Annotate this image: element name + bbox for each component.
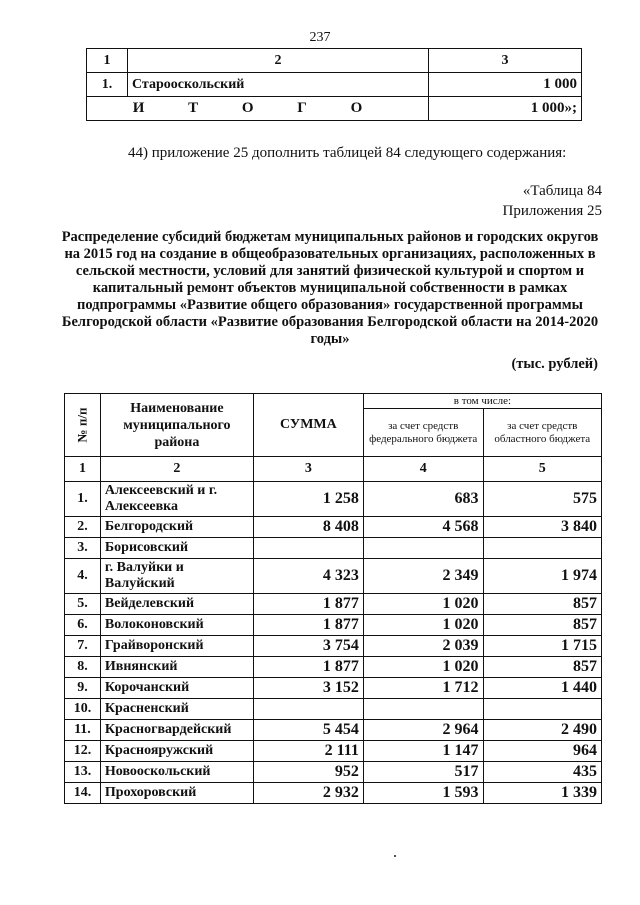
row-number: 14. [65,783,101,804]
row-district-name: Вейделевский [100,594,253,615]
row-regional: 435 [483,762,601,783]
row-number: 13. [65,762,101,783]
row-regional: 1 974 [483,559,601,594]
row-number: 5. [65,594,101,615]
row-sum: 1 877 [253,615,363,636]
subsidy-table [64,393,602,804]
row-sum: 3 754 [253,636,363,657]
row-number: 1. [65,482,101,517]
header-num [65,394,101,457]
table-reference [503,181,603,221]
table-row [65,636,602,657]
row-regional: 2 490 [483,720,601,741]
row-number: 7. [65,636,101,657]
row-regional: 3 840 [483,517,601,538]
row-federal: 683 [363,482,483,517]
row-federal [363,538,483,559]
document-title: Распределение субсидий бюджетам муниципальных районов и городских округов на 2015 год на создание в общеобразовательных организациях, расположенных в сельской местности, условий для занятий физической культурой и спортом и капитальный ремонт объектов муниципальной собственности в рамках подпрограммы «Развитие общего образования» государственной программы Белгородской области «Развитие образования Белгородской области на 2014-2020 годы» [61,229,599,347]
row-sum: 3 152 [253,678,363,699]
scan-speck [394,855,396,857]
row-sum: 5 454 [253,720,363,741]
row-regional: 575 [483,482,601,517]
row-number: 2. [65,517,101,538]
row-number: 6. [65,615,101,636]
row-federal: 1 593 [363,783,483,804]
table-row [65,538,602,559]
row-federal: 1 147 [363,741,483,762]
row-regional: 857 [483,615,601,636]
table-row [65,517,602,538]
row-number: 10. [65,699,101,720]
top-header-col2: 2 [128,49,429,73]
index-col2: 2 [100,457,253,482]
row-sum [253,538,363,559]
row-federal: 2 039 [363,636,483,657]
top-row-num: 1. [87,73,128,97]
amendment-paragraph: 44) приложение 25 дополнить таблицей 84 следующего содержания: [128,145,567,161]
header-federal: за счет средств федерального бюджета [363,409,483,457]
index-row [65,457,602,482]
row-sum: 8 408 [253,517,363,538]
header-sum: СУММА [253,394,363,457]
row-regional: 1 715 [483,636,601,657]
table-row [65,594,602,615]
page-number: 237 [309,30,331,45]
row-sum: 1 877 [253,594,363,615]
row-federal: 2 349 [363,559,483,594]
row-district-name: Новооскольский [100,762,253,783]
row-district-name: Краснояружский [100,741,253,762]
table-ref-line1: «Таблица 84 [522,183,602,199]
row-federal: 2 964 [363,720,483,741]
row-sum: 1 258 [253,482,363,517]
table-row [65,720,602,741]
row-district-name: г. Валуйки и Валуйский [100,559,253,594]
index-col3: 3 [253,457,363,482]
table-row [65,678,602,699]
table-row [65,482,602,517]
row-number: 12. [65,741,101,762]
header-including: в том числе: [363,394,601,409]
table-row [65,741,602,762]
row-regional: 1 440 [483,678,601,699]
table-row [65,783,602,804]
row-federal [363,699,483,720]
table-row [65,657,602,678]
row-federal: 1 020 [363,594,483,615]
units-label: (тыс. рублей) [511,356,598,372]
row-regional: 857 [483,657,601,678]
row-district-name: Прохоровский [100,783,253,804]
total-label: И Т О Г О [87,97,429,121]
header-row-top [65,394,602,409]
header-name: Наименование муниципального района [100,394,253,457]
row-regional: 964 [483,741,601,762]
row-district-name: Корочанский [100,678,253,699]
table-row [65,615,602,636]
top-header-col1: 1 [87,49,128,73]
total-value: 1 000»; [429,97,582,121]
table-row [65,559,602,594]
row-number: 4. [65,559,101,594]
top-row-value: 1 000 [429,73,582,97]
row-federal: 1 020 [363,657,483,678]
table-ref-line2: Приложения 25 [502,203,602,219]
top-table [86,48,582,121]
row-district-name: Грайворонский [100,636,253,657]
row-regional: 857 [483,594,601,615]
row-number: 9. [65,678,101,699]
table-row [65,762,602,783]
row-number: 11. [65,720,101,741]
row-district-name: Алексеевский и г. Алексеевка [100,482,253,517]
table-body [65,482,602,804]
index-col5: 5 [483,457,601,482]
row-number: 3. [65,538,101,559]
row-district-name: Борисовский [100,538,253,559]
top-header-col3: 3 [429,49,582,73]
row-federal: 1 020 [363,615,483,636]
row-federal: 517 [363,762,483,783]
row-district-name: Красненский [100,699,253,720]
row-federal: 1 712 [363,678,483,699]
row-regional [483,538,601,559]
row-regional [483,699,601,720]
top-row-name: Старооскольский [128,73,429,97]
row-sum: 1 877 [253,657,363,678]
index-col4: 4 [363,457,483,482]
header-regional: за счет средств областного бюджета [483,409,601,457]
row-sum: 2 932 [253,783,363,804]
row-sum: 2 111 [253,741,363,762]
top-table-header [87,49,582,73]
table-row [65,699,602,720]
row-regional: 1 339 [483,783,601,804]
row-sum: 4 323 [253,559,363,594]
row-sum [253,699,363,720]
row-number: 8. [65,657,101,678]
row-district-name: Волоконовский [100,615,253,636]
row-district-name: Красногвардейский [100,720,253,741]
row-district-name: Белгородский [100,517,253,538]
row-federal: 4 568 [363,517,483,538]
top-table-total [87,97,582,121]
top-table-row [87,73,582,97]
row-district-name: Ивнянский [100,657,253,678]
index-col1: 1 [65,457,101,482]
header-num-text: № п/п [74,407,90,442]
row-sum: 952 [253,762,363,783]
